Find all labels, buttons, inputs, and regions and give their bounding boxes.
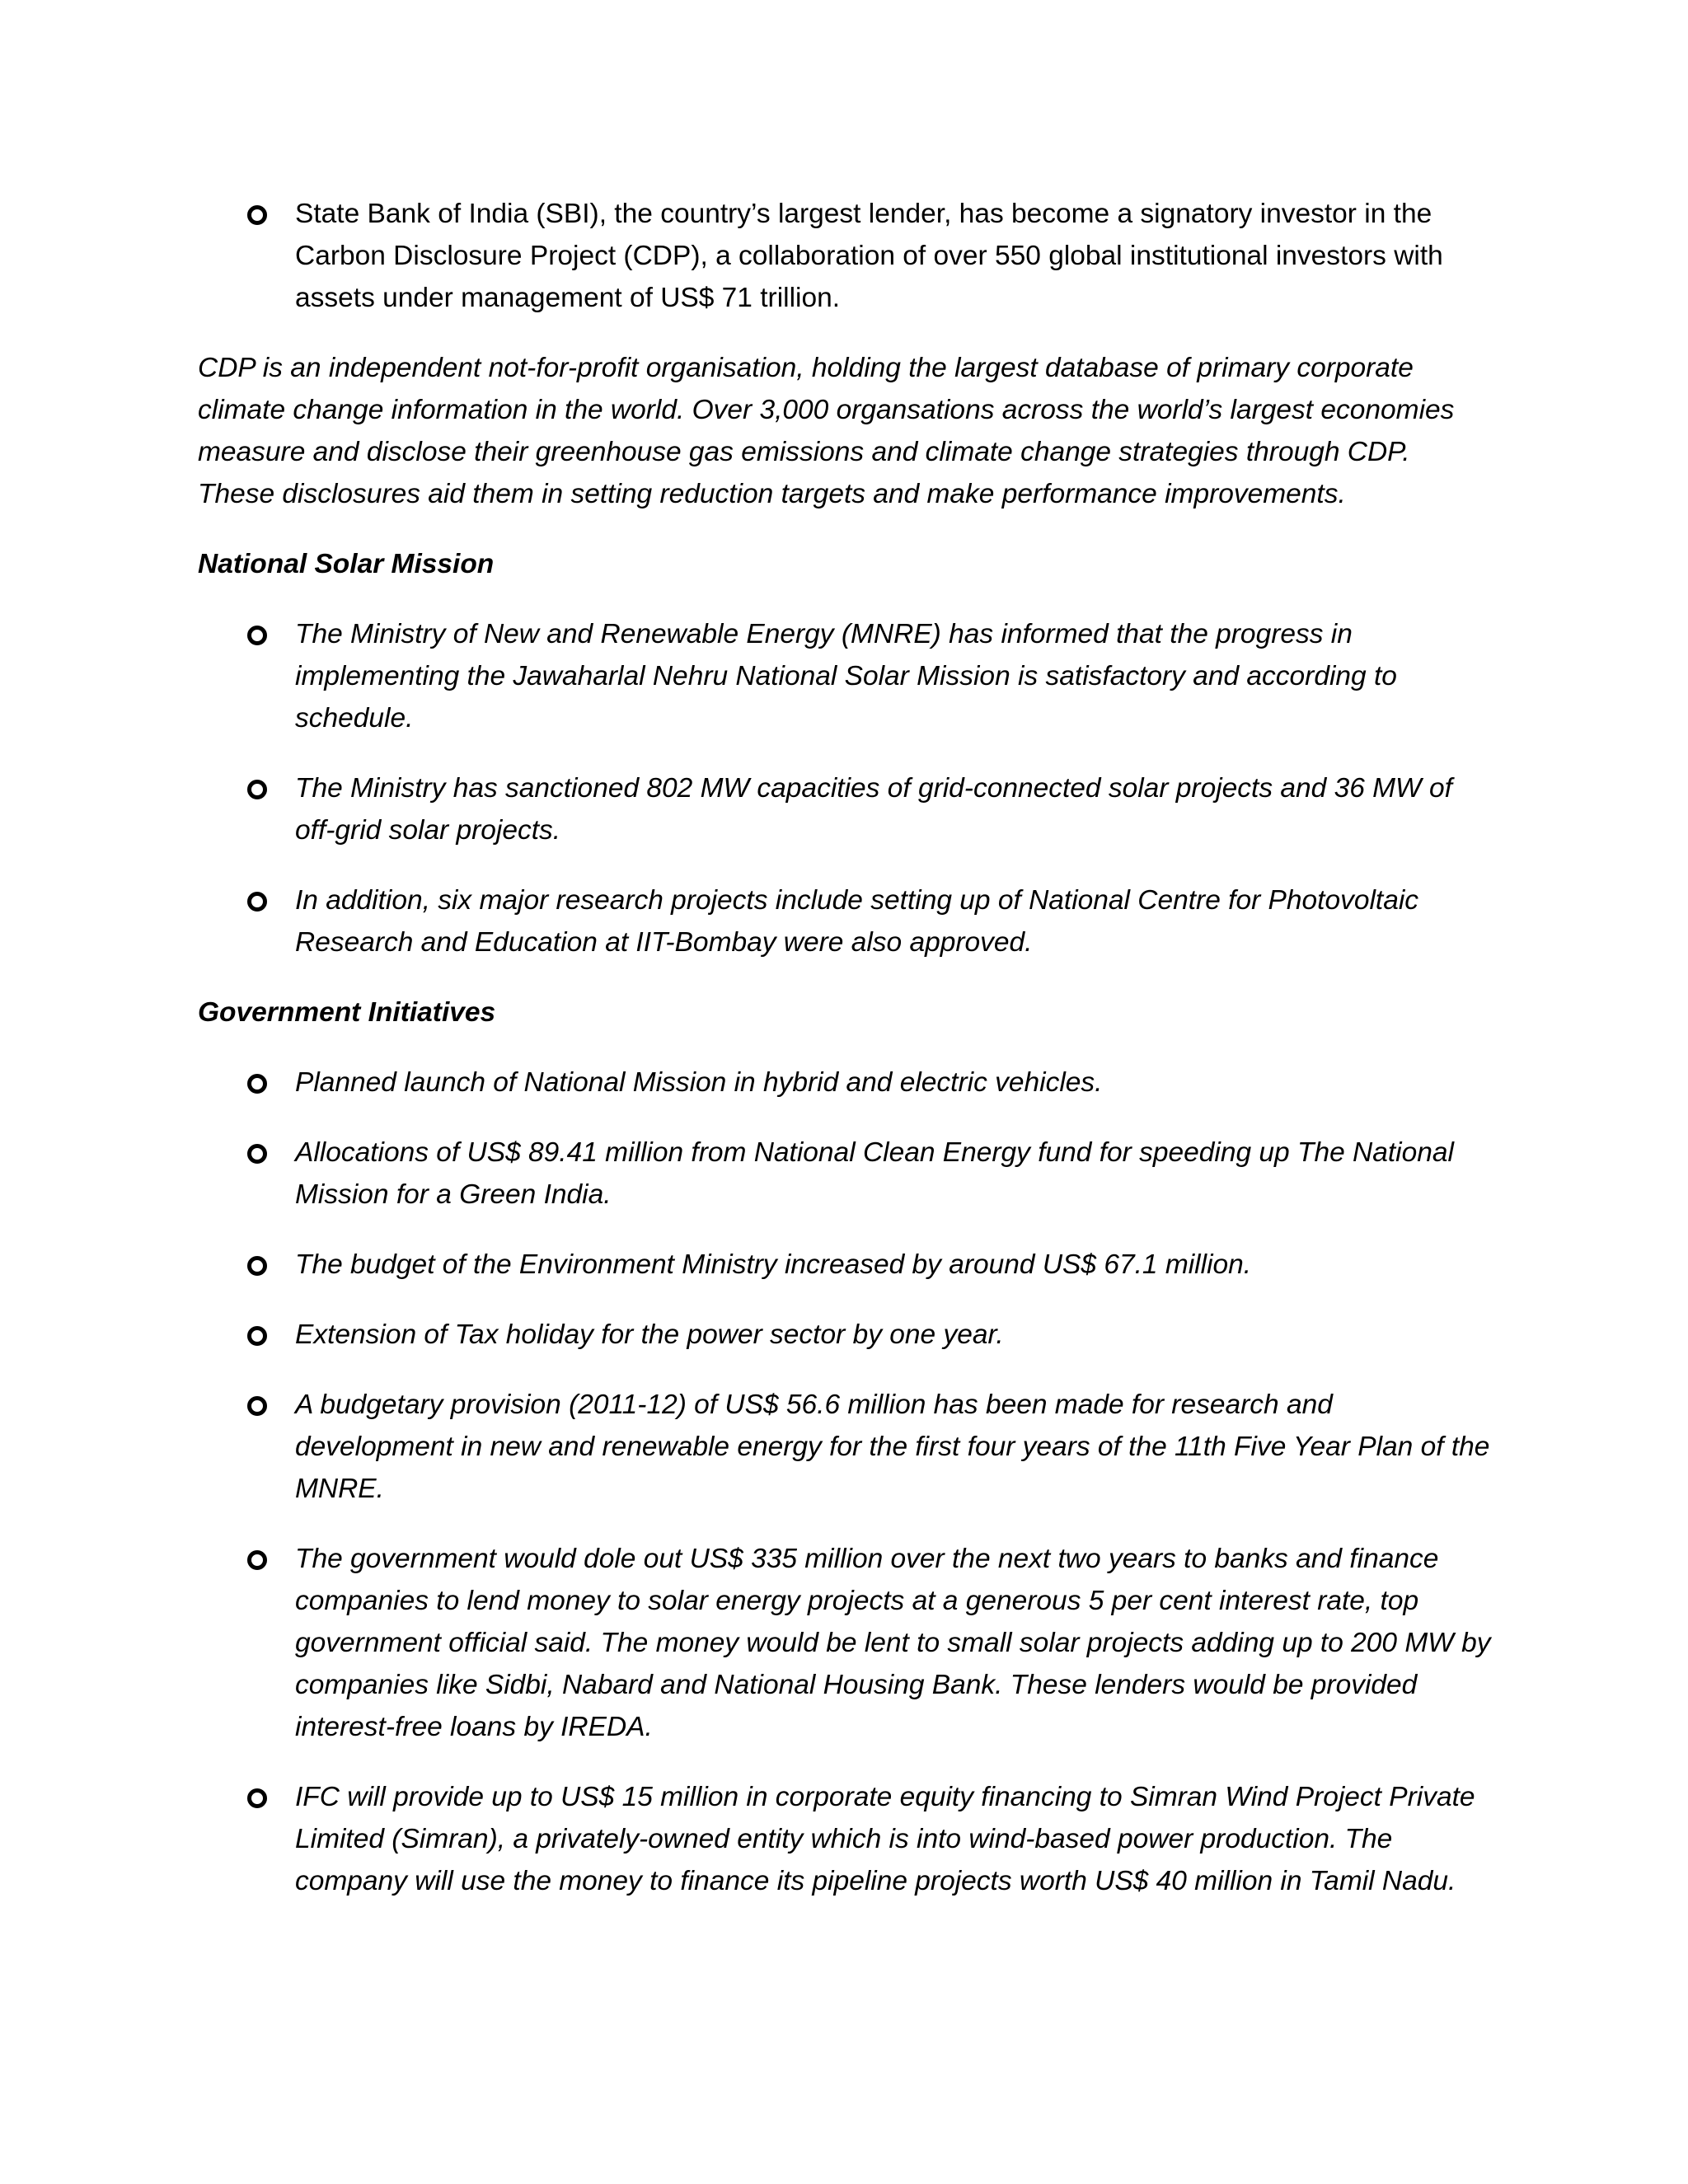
bullet-text: The Ministry of New and Renewable Energy (MNRE) has informed that the progress in implementing the Jawaharlal Nehru National Solar Mission is satisfactory and according to schedule. bbox=[295, 619, 1397, 733]
solar-mission-bullet bbox=[198, 879, 1492, 963]
bullet-text: The government would dole out US$ 335 million over the next two years to banks and finance companies to lend money to solar energy projects at a generous 5 per cent interest rate, top government official said. The money would be lent to small solar projects adding up to 200 MW by companies like Sidbi, Nabard and National Housing Bank. These lenders would be provided interest-free loans by IREDA. bbox=[295, 1544, 1491, 1742]
solar-mission-bullet bbox=[198, 613, 1492, 739]
hollow-circle-bullet-icon bbox=[247, 1144, 267, 1164]
bullet-text: IFC will provide up to US$ 15 million in corporate equity financing to Simran Wind Project Private Limited (Simran), a privately-owned entity which is into wind-based power production. The company will use the money to finance its pipeline projects worth US$ 40 million in Tamil Nadu. bbox=[295, 1782, 1475, 1896]
bullet-text: Planned launch of National Mission in hybrid and electric vehicles. bbox=[295, 1067, 1103, 1098]
bullet-text: Allocations of US$ 89.41 million from National Clean Energy fund for speeding up The National Mission for a Green India. bbox=[295, 1137, 1454, 1210]
government-initiative-bullet bbox=[198, 1776, 1492, 1902]
hollow-circle-bullet-icon bbox=[247, 1788, 267, 1808]
sbi-cdp-bullet bbox=[198, 193, 1492, 319]
hollow-circle-bullet-icon bbox=[247, 1074, 267, 1094]
bullet-text: The Ministry has sanctioned 802 MW capacities of grid-connected solar projects and 36 MW of off-grid solar projects. bbox=[295, 773, 1452, 846]
government-initiative-bullet bbox=[198, 1132, 1492, 1216]
government-initiative-bullet bbox=[198, 1538, 1492, 1748]
solar-mission-bullet bbox=[198, 767, 1492, 851]
bullet-text: State Bank of India (SBI), the country’s largest lender, has become a signatory investor in the Carbon Disclosure Project (CDP), a collaboration of over 550 global institutional investors with assets under management of US$ 71 trillion. bbox=[295, 199, 1443, 313]
cdp-description-paragraph: CDP is an independent not-for-profit organisation, holding the largest database of primary corporate climate change information in the world. Over 3,000 organsations across the world’s largest economies measure and disclose their greenhouse gas emissions and climate change strategies through CDP. These disclosures aid them in setting reduction targets and make performance improvements. bbox=[198, 353, 1455, 509]
government-initiative-bullet bbox=[198, 1384, 1492, 1510]
page-content bbox=[198, 193, 1492, 1930]
hollow-circle-bullet-icon bbox=[247, 780, 267, 799]
bullet-text: In addition, six major research projects include setting up of National Centre for Photovoltaic Research and Education at IIT-Bombay were also approved. bbox=[295, 885, 1419, 958]
hollow-circle-bullet-icon bbox=[247, 1550, 267, 1570]
bullet-text: A budgetary provision (2011-12) of US$ 56.6 million has been made for research and development in new and renewable energy for the first four years of the 11th Five Year Plan of the MNRE. bbox=[295, 1390, 1490, 1504]
hollow-circle-bullet-icon bbox=[247, 1396, 267, 1416]
hollow-circle-bullet-icon bbox=[247, 205, 267, 225]
government-initiative-bullet bbox=[198, 1244, 1492, 1286]
section-heading-solar-mission: National Solar Mission bbox=[198, 549, 495, 579]
hollow-circle-bullet-icon bbox=[247, 1256, 267, 1276]
section-heading-government-initiatives: Government Initiatives bbox=[198, 997, 496, 1028]
hollow-circle-bullet-icon bbox=[247, 892, 267, 912]
bullet-text: The budget of the Environment Ministry increased by around US$ 67.1 million. bbox=[295, 1249, 1252, 1280]
hollow-circle-bullet-icon bbox=[247, 626, 267, 645]
government-initiative-bullet bbox=[198, 1314, 1492, 1356]
hollow-circle-bullet-icon bbox=[247, 1326, 267, 1346]
bullet-text: Extension of Tax holiday for the power sector by one year. bbox=[295, 1319, 1004, 1350]
government-initiative-bullet bbox=[198, 1062, 1492, 1104]
